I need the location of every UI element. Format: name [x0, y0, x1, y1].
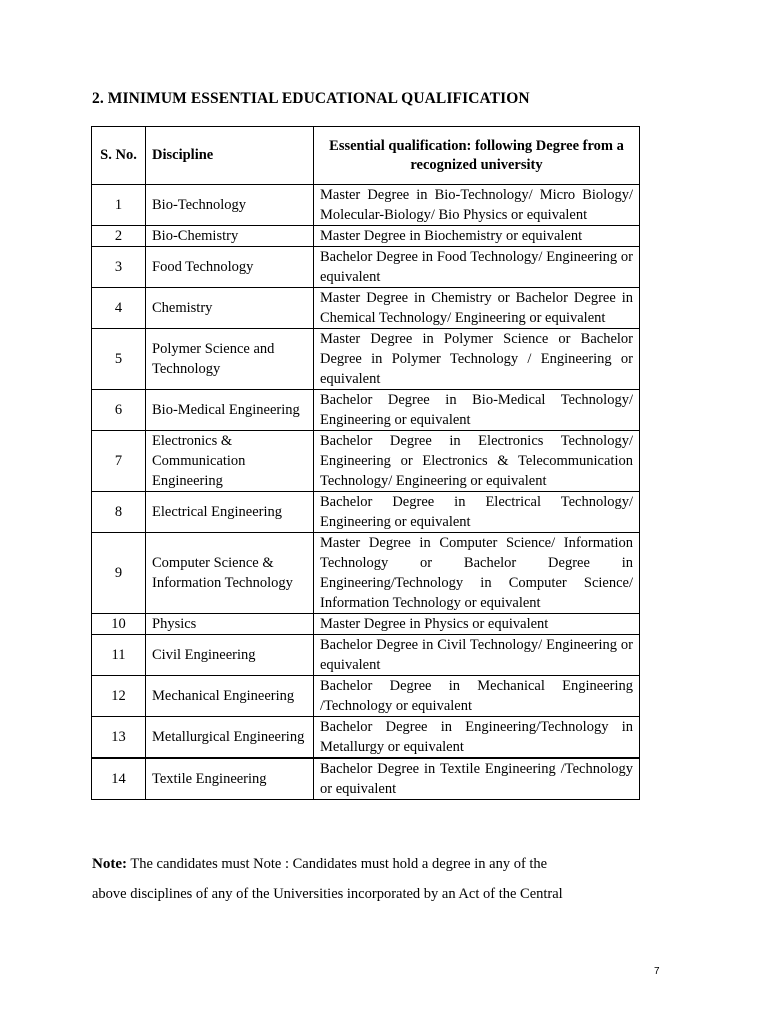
row-qualification: Master Degree in Chemistry or Bachelor Degree in Chemical Technology/ Engineering or equivalent — [314, 288, 640, 329]
row-qualification: Bachelor Degree in Textile Engineering /Technology or equivalent — [314, 758, 640, 800]
table-row — [92, 329, 640, 390]
table-row — [92, 635, 640, 676]
row-sno: 11 — [92, 635, 146, 676]
row-qualification: Master Degree in Physics or equivalent — [314, 614, 640, 635]
row-qualification: Master Degree in Biochemistry or equivalent — [314, 226, 640, 247]
row-sno: 7 — [92, 431, 146, 492]
row-discipline: Textile Engineering — [146, 758, 314, 800]
row-discipline: Chemistry — [146, 288, 314, 329]
row-discipline: Food Technology — [146, 247, 314, 288]
row-discipline: Bio-Technology — [146, 185, 314, 226]
row-sno: 14 — [92, 758, 146, 800]
row-sno: 10 — [92, 614, 146, 635]
note-label: Note: — [92, 856, 127, 872]
table-body — [92, 185, 640, 800]
header-sno: S. No. — [92, 127, 146, 185]
row-discipline: Bio-Chemistry — [146, 226, 314, 247]
note-line-1: The candidates must Note : Candidates must hold a degree in any of the — [130, 856, 548, 872]
row-discipline: Bio-Medical Engineering — [146, 390, 314, 431]
row-qualification: Master Degree in Polymer Science or Bachelor Degree in Polymer Technology / Engineering or equivalent — [314, 329, 640, 390]
header-qualification: Essential qualification: following Degree from a recognized university — [314, 127, 640, 185]
row-qualification: Bachelor Degree in Civil Technology/ Engineering or equivalent — [314, 635, 640, 676]
note-line-2: above disciplines of any of the Universities incorporated by an Act of the Central — [92, 886, 563, 902]
header-discipline: Discipline — [146, 127, 314, 185]
row-discipline: Polymer Science and Technology — [146, 329, 314, 390]
row-qualification: Master Degree in Computer Science/ Information Technology or Bachelor Degree in Engineering/Technology in Computer Science/ Information Technology or equivalent — [314, 533, 640, 614]
table-row — [92, 247, 640, 288]
note-paragraph — [92, 849, 638, 909]
table-row — [92, 492, 640, 533]
section-heading: 2. MINIMUM ESSENTIAL EDUCATIONAL QUALIFICATION — [92, 90, 530, 107]
row-sno: 8 — [92, 492, 146, 533]
row-sno: 1 — [92, 185, 146, 226]
row-discipline: Civil Engineering — [146, 635, 314, 676]
page-number: 7 — [654, 966, 660, 977]
table-row — [92, 717, 640, 759]
row-sno: 4 — [92, 288, 146, 329]
table-header-row — [92, 127, 640, 185]
row-sno: 9 — [92, 533, 146, 614]
row-sno: 3 — [92, 247, 146, 288]
row-sno: 12 — [92, 676, 146, 717]
table-row — [92, 676, 640, 717]
row-qualification: Bachelor Degree in Engineering/Technology in Metallurgy or equivalent — [314, 717, 640, 759]
row-qualification: Bachelor Degree in Mechanical Engineering /Technology or equivalent — [314, 676, 640, 717]
table-row — [92, 533, 640, 614]
table-row — [92, 431, 640, 492]
row-discipline: Mechanical Engineering — [146, 676, 314, 717]
row-discipline: Metallurgical Engineering — [146, 717, 314, 759]
qualification-table — [91, 126, 640, 800]
row-discipline: Electronics & Communication Engineering — [146, 431, 314, 492]
table-row — [92, 390, 640, 431]
table-row — [92, 288, 640, 329]
row-qualification: Bachelor Degree in Bio-Medical Technology/ Engineering or equivalent — [314, 390, 640, 431]
row-discipline: Physics — [146, 614, 314, 635]
row-discipline: Computer Science & Information Technology — [146, 533, 314, 614]
row-sno: 2 — [92, 226, 146, 247]
row-qualification: Master Degree in Bio-Technology/ Micro Biology/ Molecular-Biology/ Bio Physics or equivalent — [314, 185, 640, 226]
row-sno: 6 — [92, 390, 146, 431]
row-qualification: Bachelor Degree in Food Technology/ Engineering or equivalent — [314, 247, 640, 288]
row-discipline: Electrical Engineering — [146, 492, 314, 533]
row-sno: 5 — [92, 329, 146, 390]
row-qualification: Bachelor Degree in Electronics Technology/ Engineering or Electronics & Telecommunication Technology/ Engineering or equivalent — [314, 431, 640, 492]
table-row — [92, 614, 640, 635]
table-row — [92, 185, 640, 226]
row-sno: 13 — [92, 717, 146, 759]
table-row — [92, 226, 640, 247]
table-row — [92, 758, 640, 800]
row-qualification: Bachelor Degree in Electrical Technology/ Engineering or equivalent — [314, 492, 640, 533]
